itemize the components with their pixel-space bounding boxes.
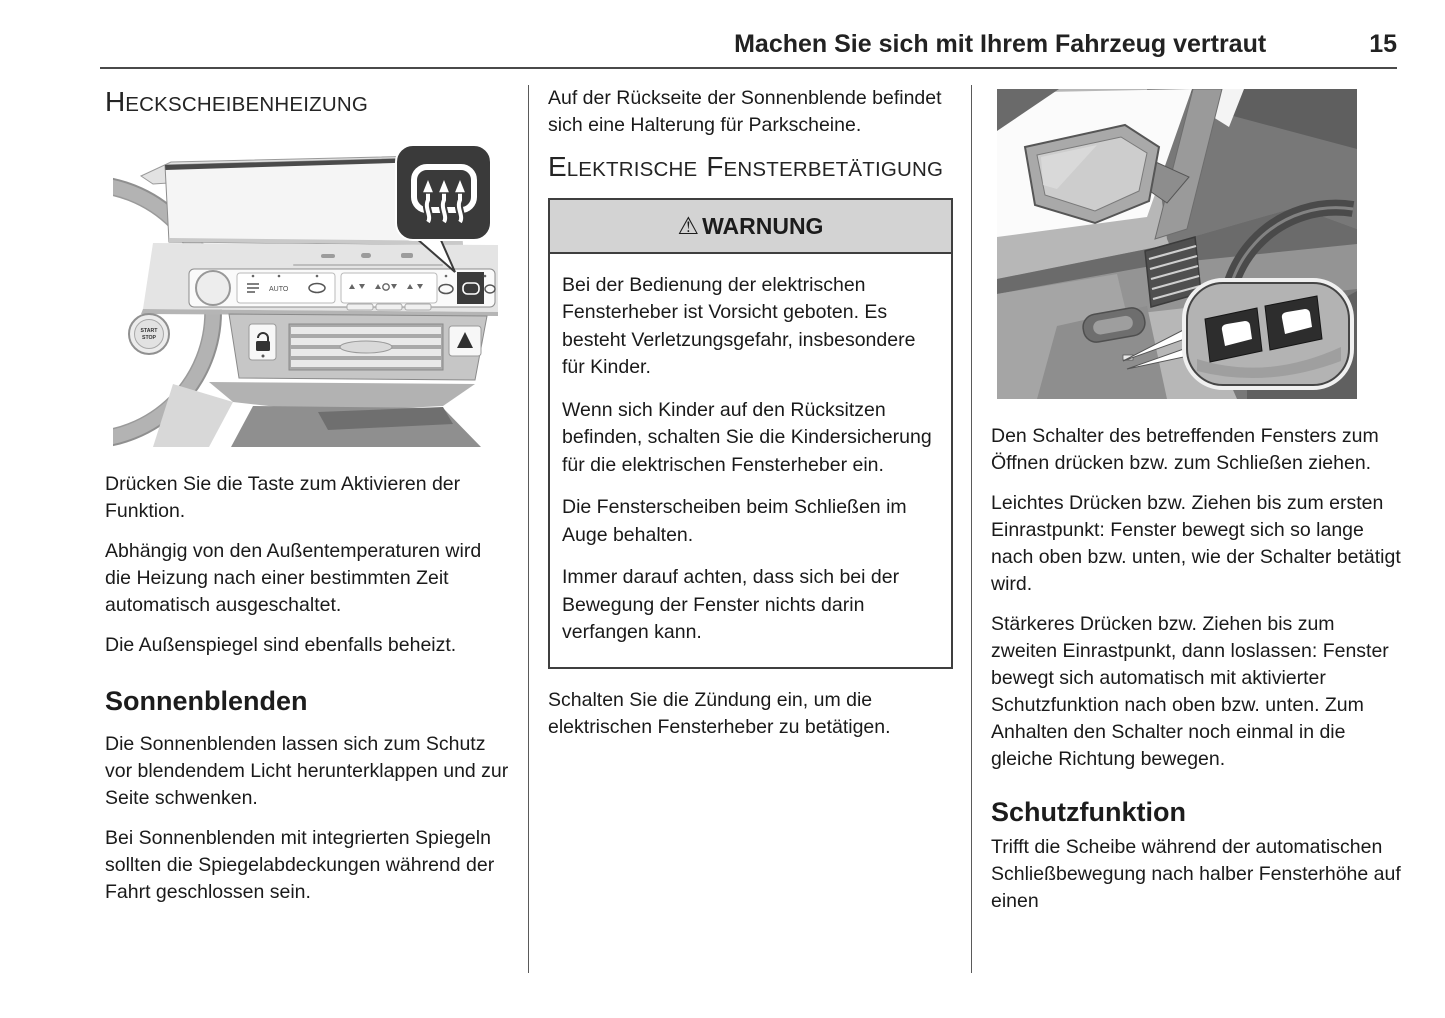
paragraph: Trifft die Scheibe während der automatischen Schließbewegung nach halber Fensterhöhe auf einen bbox=[991, 836, 1401, 912]
paragraph: Die Außenspiegel sind ebenfalls beheizt. bbox=[105, 633, 457, 656]
warning-title: WARNUNG bbox=[702, 212, 824, 239]
warning-paragraph: Bei der Bedienung der elektrischen Fensterheber ist Vorsicht geboten. Es besteht Verletzungsgefahr, insbesondere für Kinder. bbox=[562, 273, 916, 379]
column-right bbox=[991, 85, 1403, 973]
warning-body bbox=[550, 254, 951, 667]
paragraph: Abhängig von den Außentemperaturen wird die Heizung nach einer bestimmten Zeit automatisch ausgeschaltet. bbox=[105, 539, 482, 616]
paragraph: Den Schalter des betreffenden Fensters zum Öffnen drücken bzw. zum Schließen ziehen. bbox=[991, 425, 1379, 474]
column-divider bbox=[528, 85, 529, 973]
paragraph: Stärkeres Drücken bzw. Ziehen bis zum zweiten Einrastpunkt, dann loslassen: Fenster bewegt sich automatisch mit aktivierter Schutzfunktion nach oben bzw. unten. Zum Anhalten den Schalter noch einmal in die gleiche Richtung bewegen. bbox=[991, 613, 1389, 770]
air-vent-panel bbox=[229, 314, 487, 380]
heading-elektrische-fensterbetaetigung: ELEKTRISCHE FENSTERBETÄTIGUNG bbox=[548, 151, 944, 182]
paragraph: Auf der Rückseite der Sonnenblende befindet sich eine Halterung für Parkscheine. bbox=[548, 87, 942, 136]
figure-door-window-switches bbox=[997, 89, 1357, 399]
svg-text:START: START bbox=[140, 327, 158, 334]
content-columns bbox=[105, 85, 1445, 973]
window-switches-callout bbox=[1185, 281, 1351, 387]
heading-sonnenblenden: Sonnenblenden bbox=[105, 685, 308, 716]
column-divider bbox=[971, 85, 972, 973]
figure-dashboard-defrost-button bbox=[113, 142, 498, 447]
auto-label: AUTO bbox=[269, 285, 289, 293]
warning-header bbox=[550, 200, 951, 254]
paragraph: Schalten Sie die Zündung ein, um die elektrischen Fensterheber zu betätigen. bbox=[548, 688, 891, 738]
vent-handle bbox=[340, 341, 392, 353]
start-stop-button bbox=[129, 314, 169, 354]
paragraph: Drücken Sie die Taste zum Aktivieren der Funktion. bbox=[105, 472, 461, 522]
rear-defrost-button bbox=[457, 272, 486, 304]
paragraph: Die Sonnenblenden lassen sich zum Schutz vor blendendem Licht herunterklappen und zur Seite schwenken. bbox=[105, 732, 509, 809]
page-header bbox=[0, 0, 1445, 65]
warning-paragraph: Die Fensterscheiben beim Schließen im Auge behalten. bbox=[562, 496, 907, 546]
warning-triangle-icon: ⚠ bbox=[677, 212, 700, 240]
page-number: 15 bbox=[1369, 30, 1397, 58]
svg-text:STOP: STOP bbox=[141, 334, 157, 341]
control-knob bbox=[196, 271, 230, 305]
warning-paragraph: Wenn sich Kinder auf den Rücksitzen befinden, schalten Sie die Kindersicherung für die elektrischen Fensterheber ein. bbox=[562, 398, 932, 476]
paragraph: Leichtes Drücken bzw. Ziehen bis zum ersten Einrastpunkt: Fenster bewegt sich so lange nach oben bzw. unten, wie der Schalter betätigt wird. bbox=[991, 492, 1401, 595]
heading-heckscheibenheizung: HECKSCHEIBENHEIZUNG bbox=[105, 86, 369, 117]
warning-paragraph: Immer darauf achten, dass sich bei der Bewegung der Fenster nichts darin verfangen kann. bbox=[562, 566, 900, 644]
page-title: Machen Sie sich mit Ihrem Fahrzeug vertraut bbox=[734, 30, 1267, 58]
warning-box bbox=[548, 198, 953, 669]
header-rule bbox=[100, 67, 1397, 69]
column-left bbox=[105, 85, 510, 973]
column-middle bbox=[548, 85, 953, 973]
lock-button bbox=[249, 324, 276, 360]
paragraph: Bei Sonnenblenden mit integrierten Spiegeln sollten die Spiegelabdeckungen während der Fahrt geschlossen sein. bbox=[105, 826, 495, 903]
climate-control-strip bbox=[189, 269, 495, 310]
defrost-callout-badge bbox=[396, 145, 491, 240]
hazard-light-button bbox=[449, 326, 481, 356]
heading-schutzfunktion: Schutzfunktion bbox=[991, 797, 1186, 827]
